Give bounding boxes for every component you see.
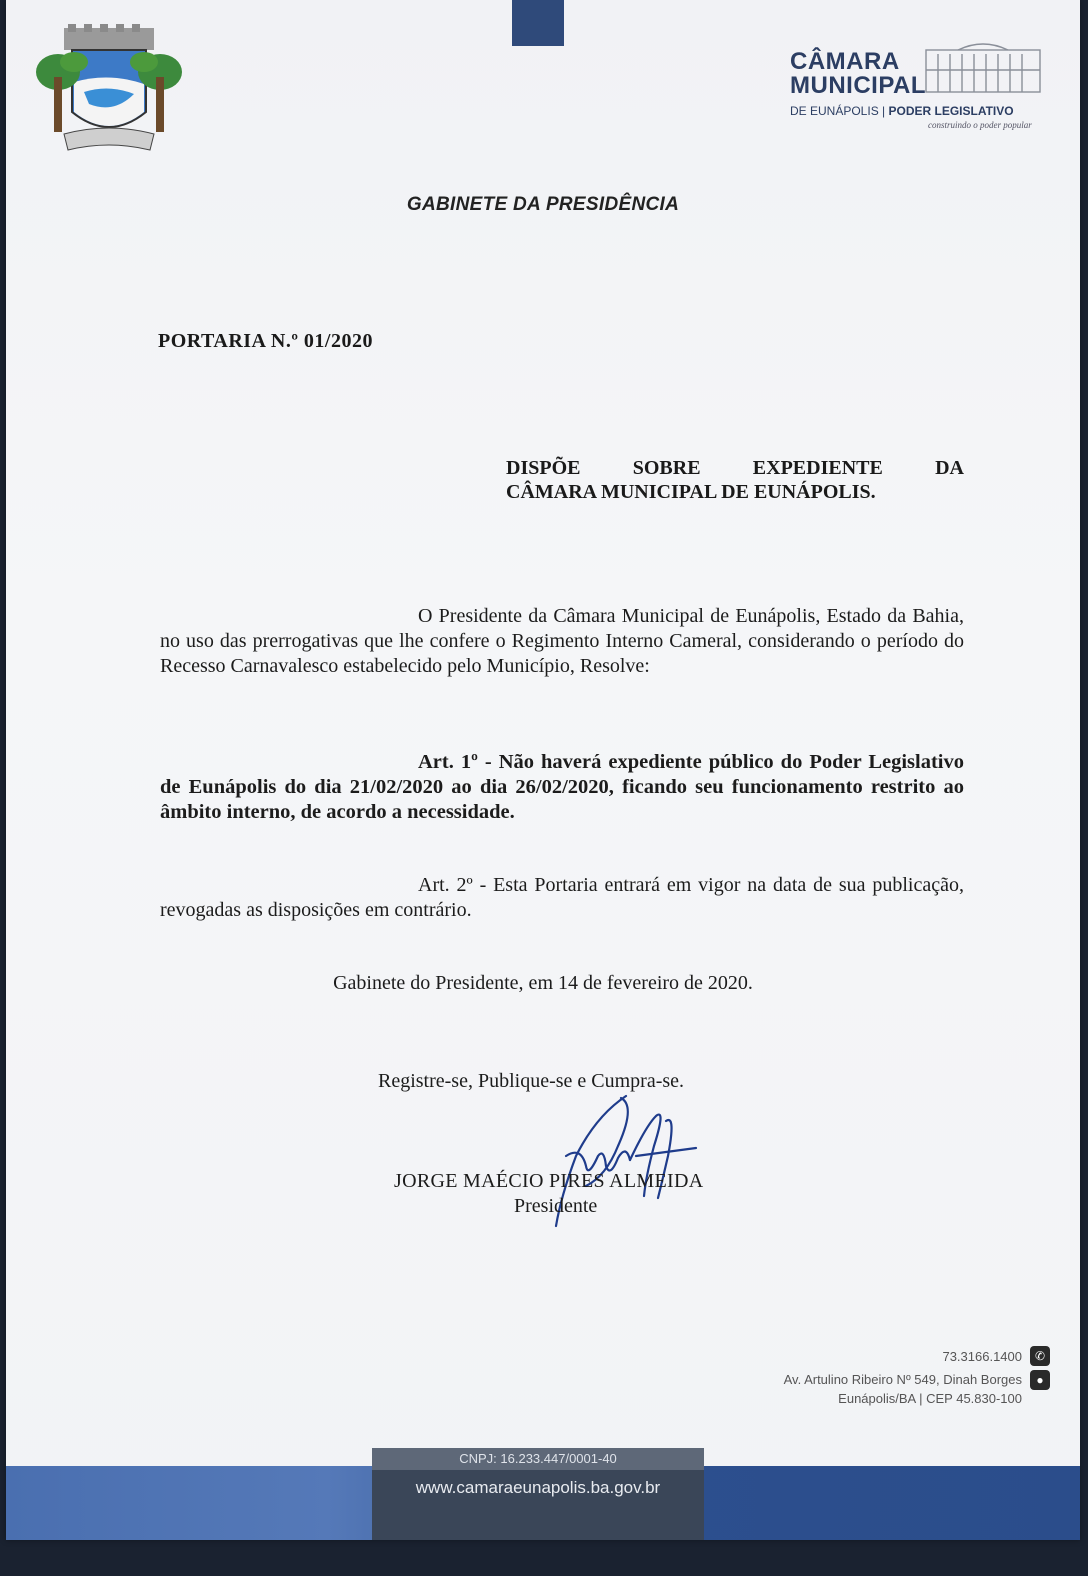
camara-logo: [790, 40, 1060, 140]
office-heading: GABINETE DA PRESIDÊNCIA: [406, 194, 680, 215]
dated-line: Gabinete do Presidente, em 14 de fevereiro de 2020.: [333, 972, 753, 994]
footer-url[interactable]: www.camaraeunapolis.ba.gov.br: [415, 1478, 661, 1497]
logo-tagline: construindo o poder popular: [928, 120, 1032, 130]
article-2-paragraph: Art. 2º - Esta Portaria entrará em vigor na data de sua publicação, revogadas as disposições em contrário.: [160, 874, 964, 921]
ordinance-number: PORTARIA N.º 01/2020: [158, 330, 373, 352]
ordinance-summary: [506, 456, 964, 504]
logo-line3: DE EUNÁPOLIS | PODER LEGISLATIVO: [790, 104, 1014, 118]
phone-icon: ✆: [1030, 1346, 1050, 1366]
document-page: [6, 0, 1080, 1540]
municipal-crest-icon: [34, 22, 184, 162]
logo-line2: MUNICIPAL: [790, 72, 927, 99]
signer-role: Presidente: [514, 1195, 598, 1217]
footer-cnpj: CNPJ: 16.233.447/0001-40: [372, 1448, 704, 1470]
article-1-paragraph: Art. 1º - Não haverá expediente público do Poder Legislativo de Eunápolis do dia 21/02/2020 ao dia 26/02/2020, ficando seu funcionamento restrito ao âmbito interno, de acordo a necessidade.: [160, 751, 964, 823]
building-icon: [918, 40, 1048, 96]
top-tab-decoration: [512, 0, 564, 46]
contact-address: Av. Artulino Ribeiro Nº 549, Dinah Borges Eunápolis/BA | CEP 45.830-100●: [784, 1370, 1050, 1408]
signer-name: JORGE MAÉCIO PIRES ALMEIDA: [394, 1170, 704, 1192]
preamble-paragraph: O Presidente da Câmara Municipal de Eunápolis, Estado da Bahia, no uso das prerrogativas que lhe confere o Regimento Interno Cameral, considerando o período do Recesso Carnavalesco estabelecido pelo Município, Resolve:: [160, 605, 964, 677]
location-pin-icon: ●: [1030, 1370, 1050, 1390]
contact-phone: 73.3166.1400 ✆: [942, 1346, 1050, 1366]
summary-line2: CÂMARA MUNICIPAL DE EUNÁPOLIS.: [506, 481, 876, 503]
logo-line1: CÂMARA: [790, 48, 900, 75]
closing-line: Registre-se, Publique-se e Cumpra-se.: [378, 1070, 685, 1092]
summary-line1: DISPÕE SOBRE EXPEDIENTE DA: [506, 457, 964, 479]
